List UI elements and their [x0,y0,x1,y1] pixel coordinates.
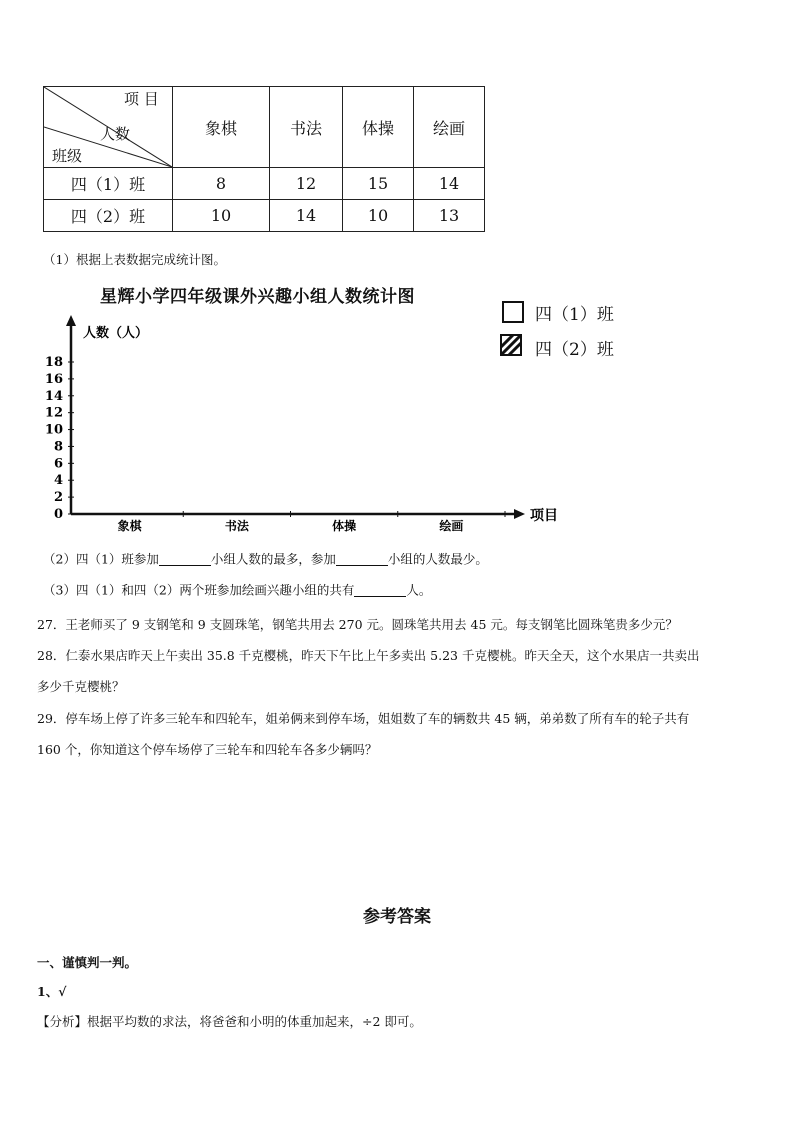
table-row [44,200,485,232]
table-row [44,168,485,200]
header-cell: 书法 [270,87,343,168]
table-cell: 14 [270,200,343,232]
y-axis-arrow [66,315,76,326]
header-cell: 绘画 [414,87,485,168]
legend-label: 四（2）班 [535,340,614,360]
x-tick-label: 书法 [224,519,249,533]
corner-class-label: 班级 [52,147,83,165]
q2-part-a: （2）四（1）班参加 [43,551,159,567]
y-tick-label: 0 [53,507,63,522]
answers-title: 参考答案 [363,907,431,927]
row-label: 四（1）班 [44,168,173,200]
answer-blank[interactable] [336,553,388,566]
y-tick-label: 12 [44,405,63,421]
y-tick-label: 4 [53,473,63,489]
y-tick-label: 10 [44,422,63,438]
chart-title: 星辉小学四年级课外兴趣小组人数统计图 [100,287,415,307]
legend-label: 四（1）班 [535,305,614,325]
question-3 [43,584,431,597]
q2-part-b: 小组人数的最多，参加 [210,551,336,567]
table-cell: 12 [270,168,343,200]
problem-27: 27．王老师买了 9 支钢笔和 9 支圆珠笔，钢笔共用去 270 元。圆珠笔共用去 45 元。每支钢笔比圆珠笔贵多少元？ [37,617,678,632]
data-table [43,86,485,232]
corner-project-label: 项 目 [124,90,159,108]
problem-28-line2: 多少千克樱桃？ [37,679,125,694]
table-cell: 13 [414,200,485,232]
x-tick-label: 象棋 [117,519,142,533]
y-tick-label: 2 [53,490,63,506]
x-axis-arrow [514,509,525,519]
y-tick-label: 8 [53,439,63,455]
y-tick-label: 14 [44,388,63,404]
corner-count-label: 人数 [100,125,131,143]
table-cell: 14 [414,168,485,200]
q3-part-a: （3）四（1）和四（2）两个班参加绘画兴趣小组的共有 [43,582,355,598]
answer-item-1: 1、√ [37,984,67,999]
table-header-row [44,87,485,168]
x-tick-label: 绘画 [439,519,464,533]
problem-29-line1: 29．停车场上停了许多三轮车和四轮车，姐弟俩来到停车场，姐姐数了车的辆数共 45 辆，弟弟数了所有车的轮子共有 [37,711,690,726]
y-tick-label: 18 [44,355,63,370]
table-cell: 10 [343,200,414,232]
header-cell: 象棋 [173,87,270,168]
x-tick-label: 体操 [332,519,357,533]
bar-chart [30,312,570,537]
table-cell: 15 [343,168,414,200]
problem-29-line2: 160 个，你知道这个停车场停了三轮车和四轮车各多少辆吗？ [37,742,378,757]
table-cell: 8 [173,168,270,200]
table-corner-cell [44,87,173,168]
y-tick-label: 16 [44,371,63,387]
answer-blank[interactable] [354,584,406,597]
question-2 [43,553,488,566]
q2-part-c: 小组的人数最少。 [387,551,488,567]
answers-section: 一、谨慎判一判。 [37,955,138,970]
row-label: 四（2）班 [44,200,173,232]
answer-analysis: 【分析】根据平均数的求法，将爸爸和小明的体重加起来，÷2 即可。 [37,1014,422,1029]
question-1: （1）根据上表数据完成统计图。 [43,252,226,267]
problem-28-line1: 28．仁泰水果店昨天上午卖出 35.8 千克樱桃，昨天下午比上午多卖出 5.23 千克樱桃。昨天全天，这个水果店一共卖出 [37,648,700,663]
q3-part-b: 人。 [406,582,432,598]
answer-blank[interactable] [159,553,211,566]
table-cell: 10 [173,200,270,232]
y-tick-label: 6 [53,456,63,472]
header-cell: 体操 [343,87,414,168]
y-axis-label: 人数（人） [83,326,149,341]
x-axis-label: 项目 [530,508,558,524]
